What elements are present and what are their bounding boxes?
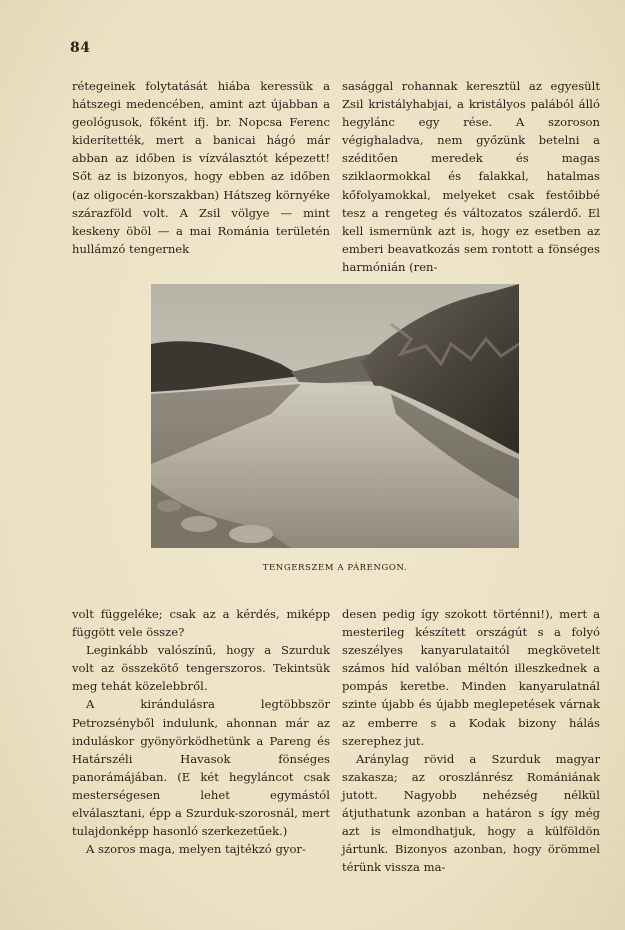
paragraph: Leginkább valószínű, hogy a Szurduk volt az összekötő tengerszoros. Tekintsük meg tehát közelebbről. xyxy=(72,643,330,694)
text-column-top-left xyxy=(72,77,330,258)
paragraph: volt függeléke; csak az a kérdés, miképp függött vele össze? xyxy=(72,607,330,640)
paragraph: Aránylag rövid a Szurduk magyar szakasza; az oroszlánrész Romániának jutott. Nagyobb nehézség nélkül átjuthatunk azonban a határon s így még azt is elmondhatjuk, hogy a külföldön jártunk. Bizonyos azonban, hogy örömmel térünk vissza ma- xyxy=(342,751,600,875)
page-number: 84 xyxy=(70,40,91,56)
text-column-top-right xyxy=(342,77,600,276)
paragraph: A kirándulásra legtöbbször Petrozsényből indulunk, ahonnan már az induláskor gyönyörködhetünk a Pareng és Határszéli Havasok fönséges panorámájában. (E két hegyláncot csak mesterségesen lehet egymástól elválasztani, épp a Szurduk-szorosnál, mert tulajdonképp hasonló szerkezetűek.) xyxy=(72,697,330,839)
text-column-bottom-left xyxy=(72,605,330,858)
text-column-bottom-right xyxy=(342,605,600,876)
photo-caption: TENGERSZEM A PÁRENGON. xyxy=(262,563,408,573)
mountain-lake-photo xyxy=(151,284,519,548)
paragraph: A szoros maga, melyen tajtékzó gyor- xyxy=(86,842,306,857)
paragraph: rétegeinek folytatását hiába keressük a hátszegi medencében, amint azt újabban a geológusok, főként ifj. br. Nopcsa Ferenc kiderítették, mert a banicai hágó már abban az időben is vízválasztót képezett! Sőt az is bizonyos, hogy ebben az időben (az oligocén-korszakban) Hátszeg környéke szárazföld volt. A Zsil völgye — mint keskeny öböl — a mai Románia területén hullámzó tengernek xyxy=(72,79,330,256)
paragraph: sasággal rohannak keresztül az egyesült Zsil kristályhabjai, a kristályos palából álló hegylánc egy rése. A szoroson végighaladva, nem győzünk betelni a széditően meredek és magas sziklaormokkal és falakkal, hatalmas kőfolyamokkal, melyeket csak festőibbé tesz a rengeteg és változatos szálerdő. El kell ismernünk azt is, hogy ez esetben az emberi beavatkozás sem rontott a fönséges harmónián (ren- xyxy=(342,79,600,274)
paragraph: desen pedig így szokott történni!), mert a mesterileg készített országút s a folyó szeszélyes kanyarulataitól megkövetelt számos híd valóban méltón illeszkednek a pompás keretbe. Minden kanyarulatnál szinte újabb és újabb meglepetések várnak az emberre s a Kodak bizony hálás szerephez jut. xyxy=(342,607,600,748)
